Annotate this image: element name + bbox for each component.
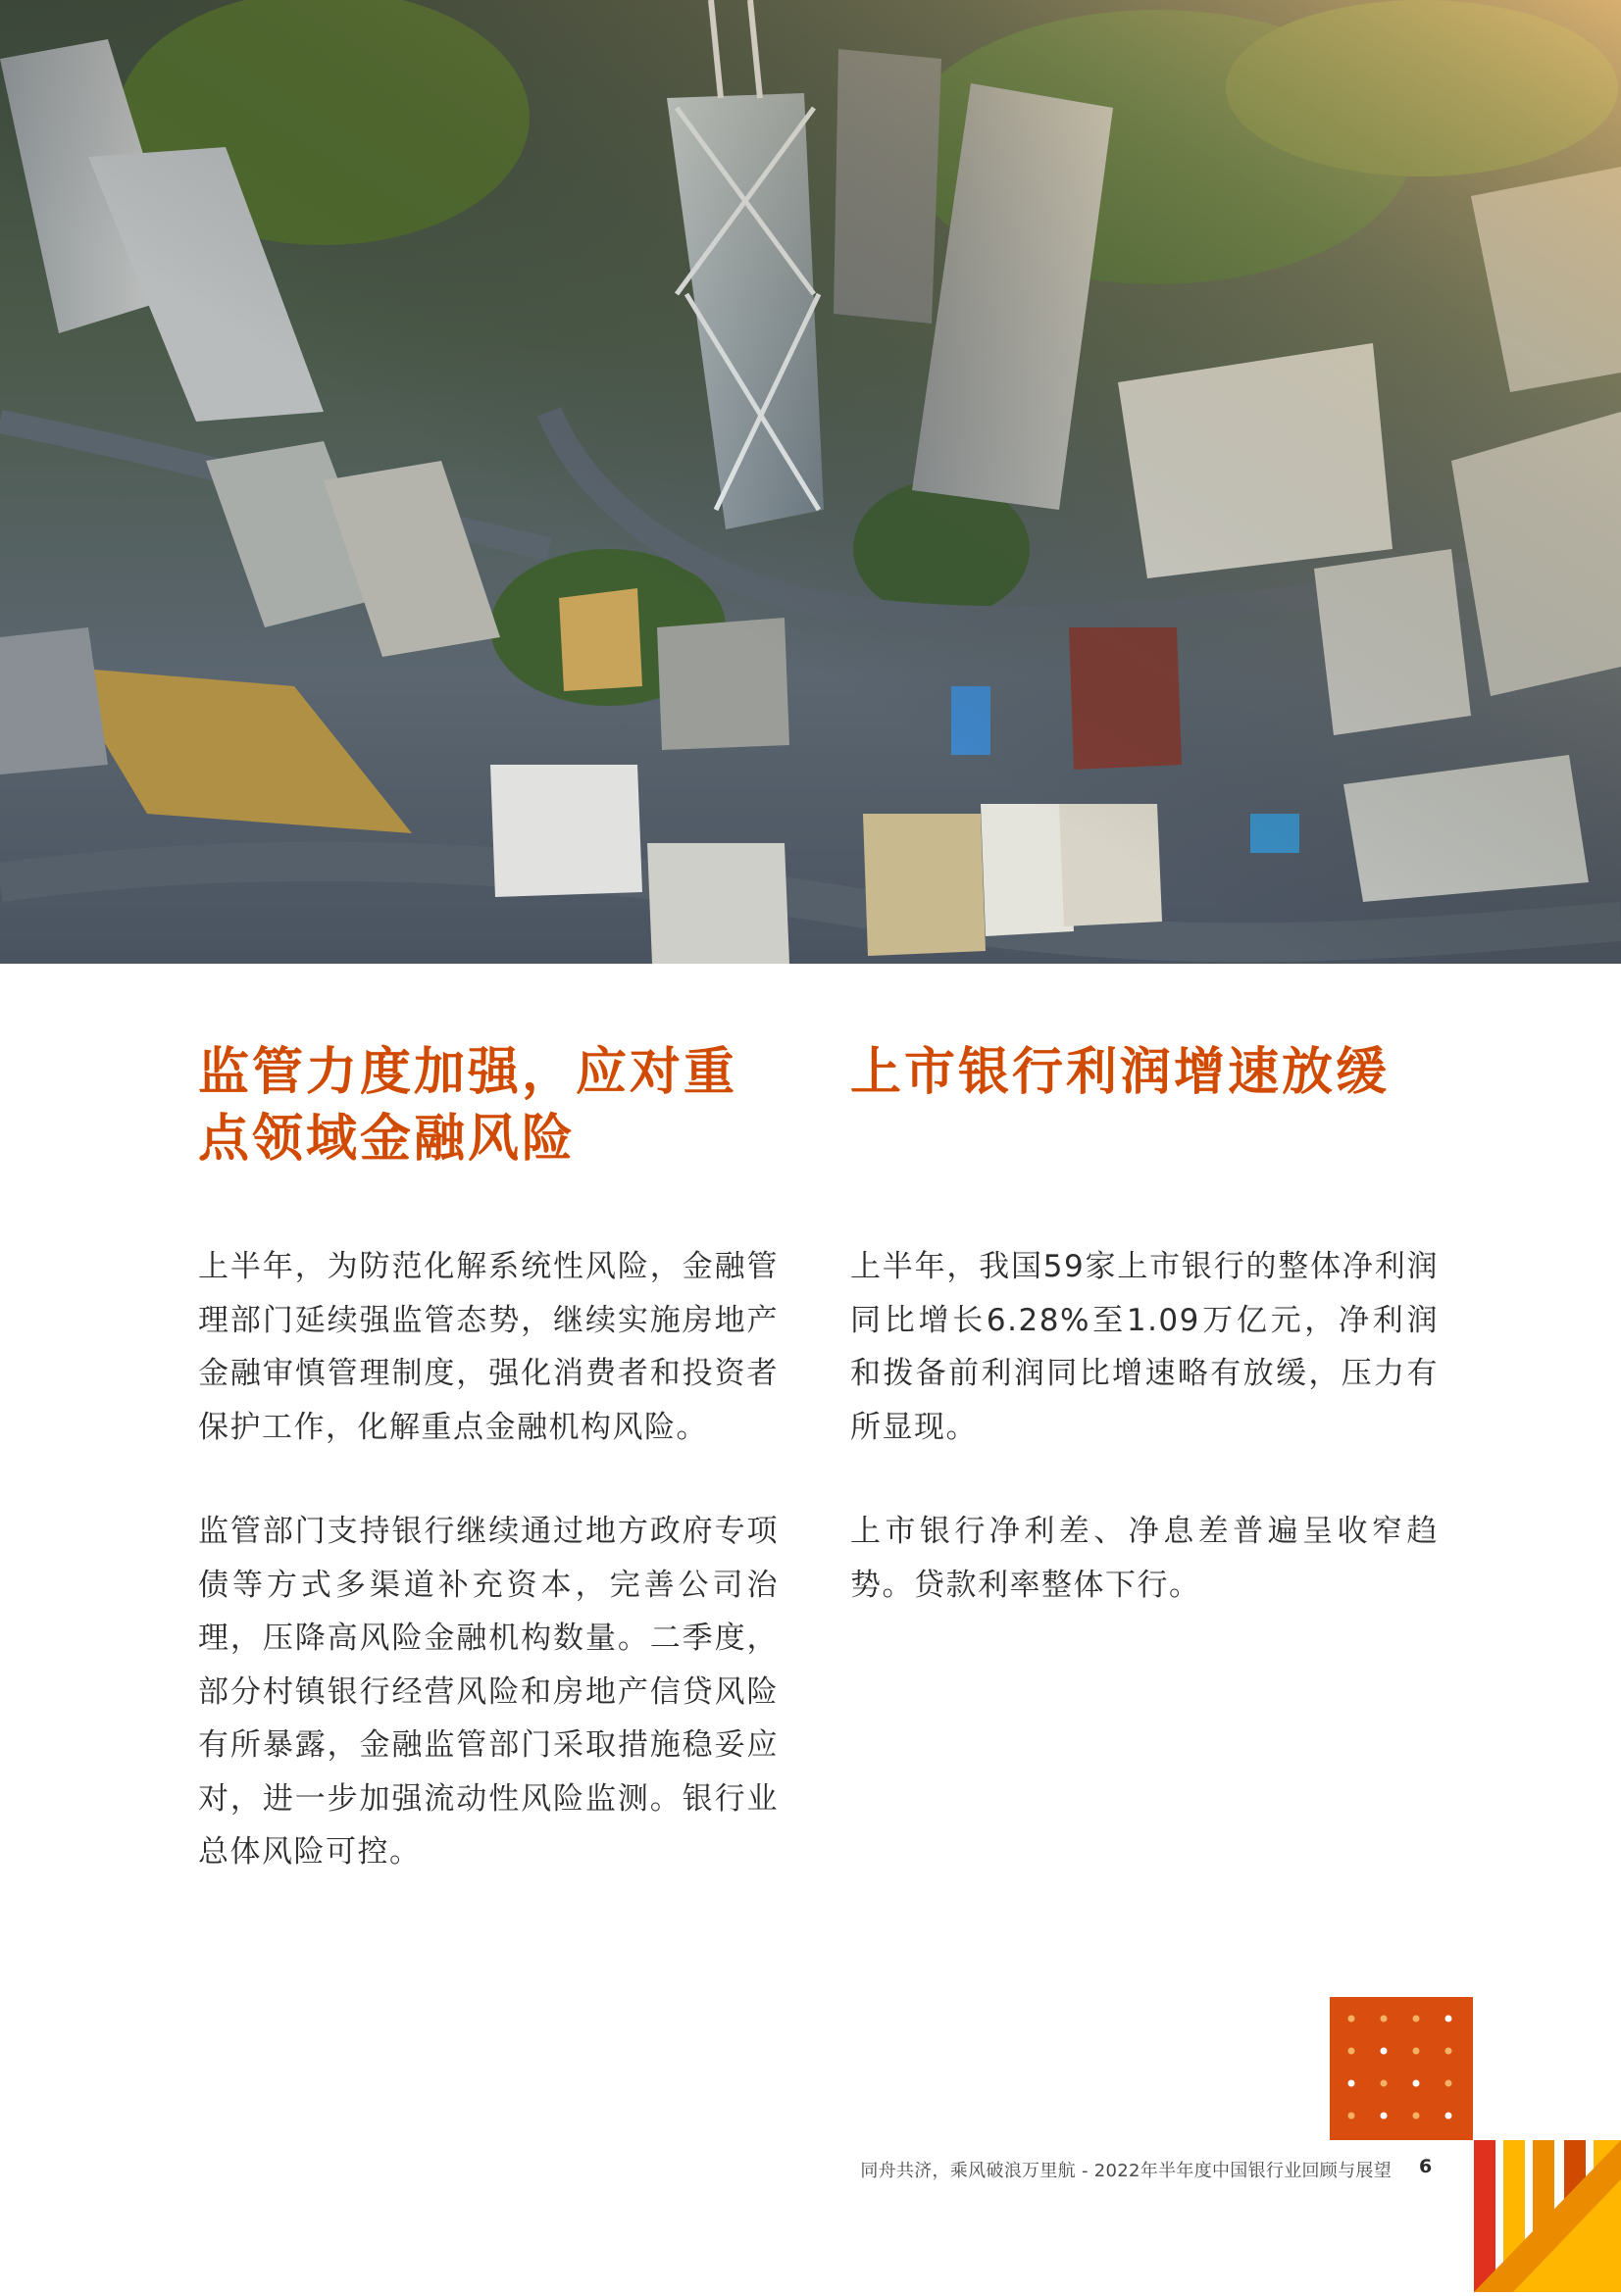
right-column-paragraph-2: 上市银行净利差、净息差普遍呈收窄趋势。贷款利率整体下行。: [850, 1514, 1439, 1603]
footer-report-title: 同舟共济，乘风破浪万里航 - 2022年半年度中国银行业回顾与展望: [860, 2161, 1392, 2181]
right-column-heading: 上市银行利润增速放缓: [850, 1043, 1391, 1102]
left-column-paragraph-2: 监管部门支持银行继续通过地方政府专项债等方式多渠道补充资本，完善公司治理，压降高风险金融机构数量。二季度，部分村镇银行经营风险和房地产信贷风险有所暴露，金融监管部门采取措施稳妥应对，进一步加强流动性风险监测。银行业总体风险可控。: [198, 1514, 779, 1870]
decorative-stripes: [1474, 2140, 1621, 2292]
decorative-dot-square: [1330, 1997, 1473, 2140]
left-column-paragraph-1: 上半年，为防范化解系统性风险，金融管理部门延续强监管态势，继续实施房地产金融审慎管理制度，强化消费者和投资者保护工作，化解重点金融机构风险。: [198, 1249, 779, 1445]
left-column-heading: 监管力度加强，应对重点领域金融风险: [198, 1043, 738, 1169]
left-column: [198, 1039, 779, 1930]
page-number: 6: [1419, 2156, 1433, 2177]
stripes-graphic: [1474, 2140, 1621, 2292]
city-illustration: [0, 0, 1621, 964]
dot-grid-icon: [1330, 1997, 1473, 2140]
right-column-paragraph-1: 上半年，我国59家上市银行的整体净利润同比增长6.28%至1.09万亿元，净利润和拨备前利润同比增速略有放缓，压力有所显现。: [850, 1249, 1439, 1445]
right-column: [850, 1039, 1439, 1663]
hero-aerial-city-image: [0, 0, 1621, 964]
